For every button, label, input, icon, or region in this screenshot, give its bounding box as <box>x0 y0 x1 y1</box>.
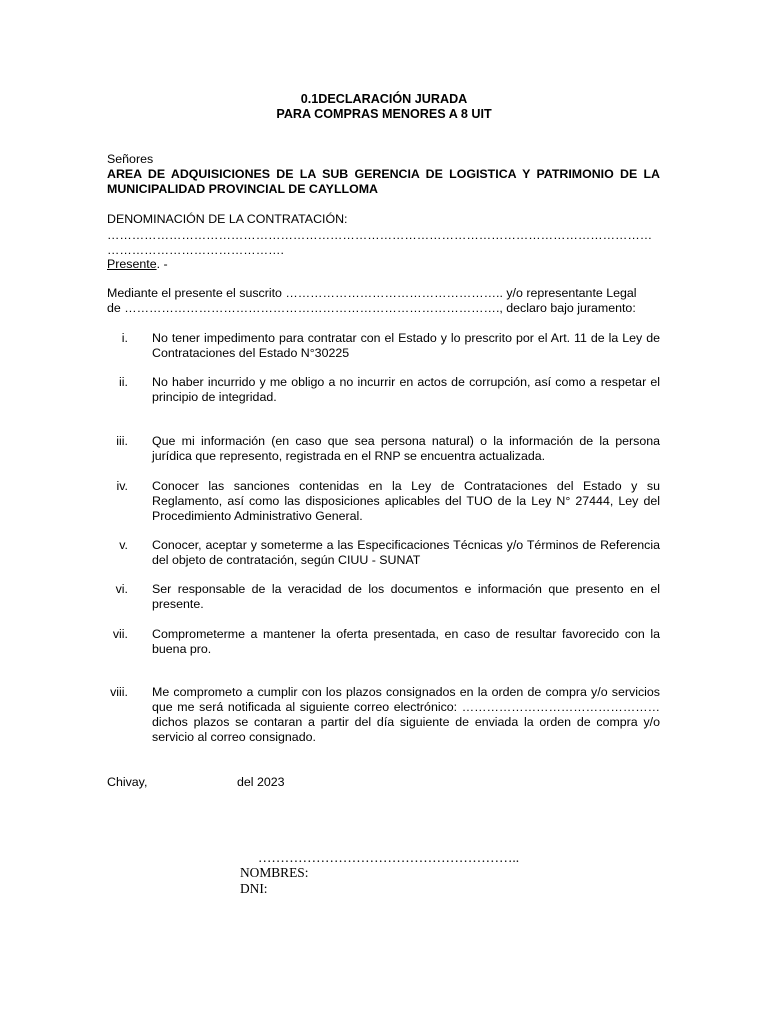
place-text: Chivay, <box>107 775 148 789</box>
item-number: ii. <box>119 375 128 389</box>
signature-name-label: NOMBRES: <box>240 865 309 880</box>
item-text: Que mi información (en caso que sea persona natural) o la información de la persona jurídica que represento, registrada en el RNP se encuentra actualizada. <box>152 434 660 463</box>
item-text: Comprometerme a mantener la oferta presentada, en caso de resultar favorecido con la buena pro. <box>152 627 660 656</box>
item-number: i. <box>121 331 128 345</box>
addressee-line-1: AREA DE ADQUISICIONES DE LA SUB GERENCIA DE LOGISTICA Y PATRIMONIO DE LA <box>107 167 660 181</box>
item-number: vi. <box>115 582 128 596</box>
item-number: iii. <box>116 434 128 448</box>
addressee-line-2: MUNICIPALIDAD PROVINCIAL DE CAYLLOMA <box>107 182 378 196</box>
signature-dni-label: DNI: <box>240 881 268 896</box>
signature-line: ………………………………………………….. <box>258 850 520 865</box>
contract-label: DENOMINACIÓN DE LA CONTRATACIÓN: <box>107 212 348 226</box>
intro-line-2: de ………………………………………………………………………………., declaro bajo juramento: <box>107 301 636 315</box>
item-number: v. <box>119 538 128 552</box>
intro-line-1: Mediante el presente el suscrito …………………………………………….. y/o representante Legal <box>107 286 637 300</box>
contract-dots-line-2: ……………………………………. <box>107 243 284 257</box>
addressee-salutation: Señores <box>107 152 154 166</box>
presente-suffix: . - <box>156 257 168 271</box>
item-number: iv. <box>116 479 128 493</box>
item-text: No tener impedimento para contratar con el Estado y lo prescrito por el Art. 11 de la Ley de Contrataciones del Estado N°30225 <box>152 331 660 360</box>
item-text: Conocer, aceptar y someterme a las Especificaciones Técnicas y/o Términos de Referencia del objeto de contratación, según CIUU - SUNAT <box>152 538 660 567</box>
contract-dots-line-1: …………………………………………………………………………………………………………………… <box>107 228 653 242</box>
item-text: Ser responsable de la veracidad de los documentos e información que presento en el presente. <box>152 582 660 611</box>
item-text: No haber incurrido y me obligo a no incurrir en actos de corrupción, así como a respetar el principio de integridad. <box>152 375 660 404</box>
item-text: Conocer las sanciones contenidas en la Ley de Contrataciones del Estado y su Reglamento, así como las disposiciones aplicables del TUO de la Ley N° 27444, Ley del Procedimiento Administrativo General. <box>152 479 660 523</box>
document-subtitle: PARA COMPRAS MENORES A 8 UIT <box>276 107 492 121</box>
presente-line <box>107 257 660 272</box>
presente-word: Presente <box>107 257 157 271</box>
document-title: 0.1DECLARACIÓN JURADA <box>300 92 468 106</box>
item-text: Me comprometo a cumplir con los plazos consignados en la orden de compra y/o servicios que me será notificada al siguiente correo electrónico: …………………………………………dichos plazos se contaran a partir del día siguiente de enviada la orden de compra y/o servicio al correo consignado. <box>152 685 660 744</box>
item-number: viii. <box>110 685 128 699</box>
item-number: vii. <box>112 627 128 641</box>
year-text: del 2023 <box>237 775 285 789</box>
